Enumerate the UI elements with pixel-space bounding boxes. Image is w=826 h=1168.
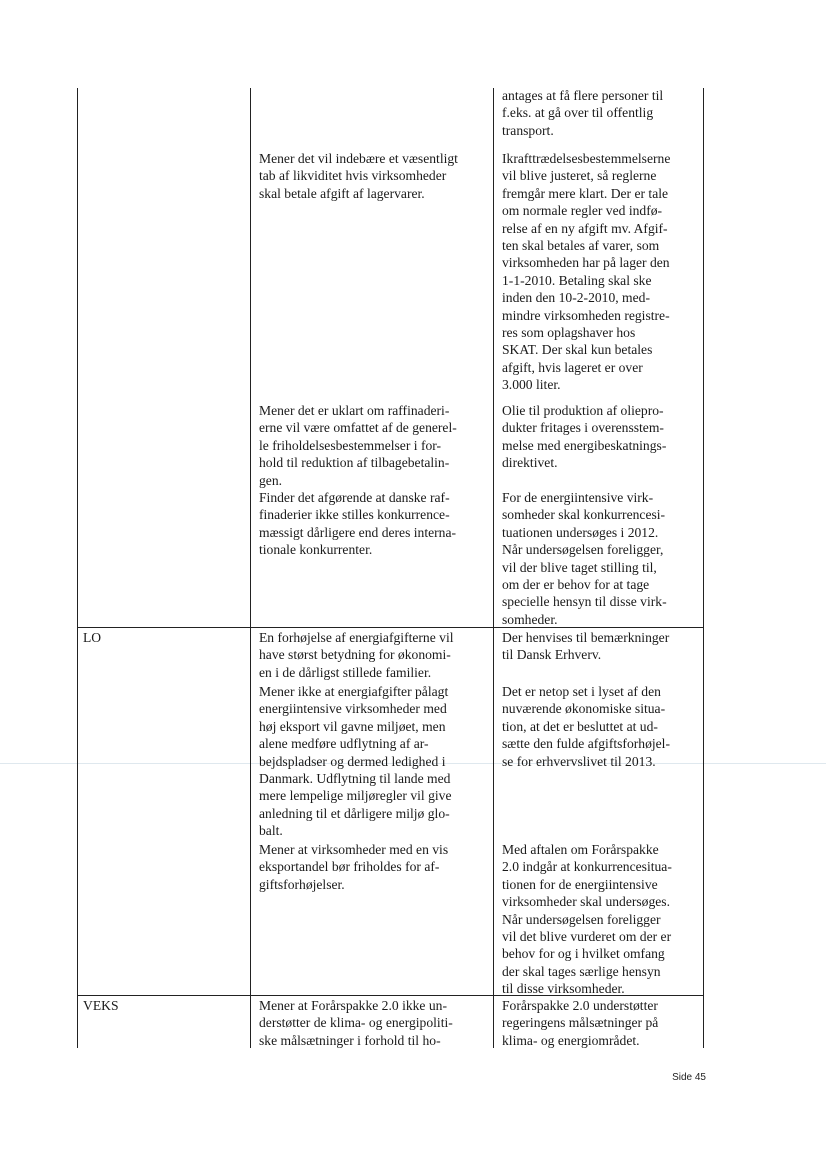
table-border-right — [703, 88, 704, 1048]
comment-cell: Finder det afgørende at danske raf- finaderier ikke stilles konkurrence- mæssigt dårligere end deres interna- tionale konkurrenter. — [259, 490, 457, 558]
organisation-name: VEKS — [83, 998, 119, 1013]
reply-cell: For de energiintensive virk- somheder skal konkurrencesi- tuationen undersøges i 2012. Når undersøgelsen foreligger, vil der blive taget stilling til, om der er behov for at tage specielle hensyn til disse virk- somheder. — [502, 490, 667, 627]
reply-cell: Der henvises til bemærkninger til Dansk Erhverv. — [502, 630, 670, 663]
table-border-left — [77, 88, 78, 1048]
comment-cell: Mener ikke at energiafgifter pålagt energiintensive virksomheder med høj eksport vil gavne miljøet, men alene medføre udflytning af ar- bejdspladser og dermed ledighed i Danmark. Udflytning til lande med mere lempelige miljøregler vil give anledning til et dårligere miljø glo- balt. — [259, 684, 452, 839]
reply-cell: antages at få flere personer til f.eks. at gå over til offentlig transport. — [502, 88, 664, 138]
comment-cell: En forhøjelse af energiafgifterne vil have størst betydning for økonomi- en i de dårligst stillede familier. — [259, 630, 454, 680]
reply-cell: Forårspakke 2.0 understøtter regeringens målsætninger på klima- og energiområdet. — [502, 998, 659, 1048]
reply-cell: Med aftalen om Forårspakke 2.0 indgår at konkurrencesitua- tionen for de energiintensive virksomheder skal undersøges. Når undersøgelsen foreligger vil det blive vurderet om der er behov for og i hvilket omfang der skal tages særlige hensyn til disse virksomheder. — [502, 842, 672, 997]
table-divider-2 — [493, 88, 494, 1048]
reply-cell: Det er netop set i lyset af den nuværende økonomiske situa- tion, at det er besluttet at ud- sætte den fulde afgiftsforhøjel- se for erhvervslivet til 2013. — [502, 684, 670, 769]
comment-cell: Mener det er uklart om raffinaderi- erne vil være omfattet af de generel- le friholdelsesbestemmelser i for- hold til reduktion af tilbagebetalin- gen. — [259, 403, 457, 488]
table-divider-1 — [250, 88, 251, 1048]
organisation-name: LO — [83, 630, 102, 645]
reply-cell: Olie til produktion af oliepro- dukter fritages i overensstem- melse med energibeskatnings- direktivet. — [502, 403, 667, 471]
comment-cell: Mener at virksomheder med en vis eksportandel bør friholdes for af- giftsforhøjelser. — [259, 842, 449, 892]
reply-cell: Ikrafttrædelsesbestemmelserne vil blive justeret, så reglerne fremgår mere klart. Der er tale om normale regler ved indfø- relse af en ny afgift mv. Afgif- ten skal betales af varer, som virksomheden har på lager den 1-1-2010. Betaling skal ske inden den 10-2-2010, med- mindre virksomheden registre- res som oplagshaver hos SKAT. Der skal kun betales afgift, hvis lageret er over 3.000 liter. — [502, 151, 671, 393]
page-number: Side 45 — [672, 1072, 706, 1083]
comment-cell: Mener at Forårspakke 2.0 ikke un- derstøtter de klima- og energipoliti- ske målsætninger i forhold til ho- — [259, 998, 453, 1048]
comment-cell: Mener det vil indebære et væsentligt tab af likviditet hvis virksomheder skal betale afgift af lagervarer. — [259, 151, 458, 201]
